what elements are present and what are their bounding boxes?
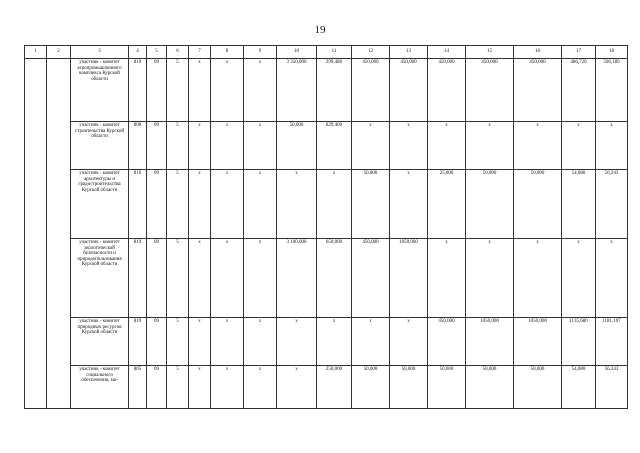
table-row [25, 239, 628, 318]
column-14-cell: x [428, 239, 466, 318]
column-header-14: 14 [428, 46, 466, 59]
column-header-11: 11 [317, 46, 352, 59]
column-13-cell: 1050,000 [390, 239, 428, 318]
page-number: 19 [314, 24, 326, 36]
column-12-cell: 50,000 [352, 366, 390, 409]
table-row [25, 318, 628, 366]
column-10-cell: 3 350,000 [277, 59, 317, 122]
column-10-cell: x [277, 170, 317, 239]
column-12-cell: x [352, 122, 390, 170]
column-5-cell: 09 [147, 59, 167, 122]
column-6-cell: 5 [167, 366, 189, 409]
column-8-cell: x [211, 122, 244, 170]
column-8-cell: x [211, 239, 244, 318]
participant-cell: участник - комитет архитектуры и градостроительства Курской области [71, 170, 129, 239]
column-14-cell: 25,000 [428, 170, 466, 239]
column-6-cell: 5 [167, 59, 189, 122]
column-7-cell: x [189, 122, 211, 170]
column-11-cell: 250,000 [317, 366, 352, 409]
budget-table [24, 45, 628, 409]
column-18-cell: x [596, 239, 628, 318]
column-6-cell: 5 [167, 239, 189, 318]
column-12-cell: x [352, 318, 390, 366]
column-10-cell: x [277, 366, 317, 409]
column-5-cell: 09 [147, 318, 167, 366]
column-12-cell: 50,000 [352, 170, 390, 239]
column-17-cell: 1135,680 [562, 318, 596, 366]
column-10-cell: x [277, 318, 317, 366]
column-4-cell: 808 [129, 122, 147, 170]
column-header-5: 5 [147, 46, 167, 59]
column-11-cell: 299,486 [317, 59, 352, 122]
column-13-cell: 450,000 [390, 59, 428, 122]
column-7-cell: x [189, 366, 211, 409]
column-header-15: 15 [466, 46, 514, 59]
column-header-8: 8 [211, 46, 244, 59]
column-4-cell: 805 [129, 366, 147, 409]
column-15-cell: 50,000 [466, 366, 514, 409]
table-row [25, 366, 628, 409]
column-9-cell: x [244, 122, 277, 170]
column-16-cell: x [514, 122, 562, 170]
column-header-4: 4 [129, 46, 147, 59]
column-header-16: 16 [514, 46, 562, 59]
column-header-3: 3 [71, 46, 129, 59]
column-header-6: 6 [167, 46, 189, 59]
column-16-cell: 1050,000 [514, 318, 562, 366]
column-8-cell: x [211, 170, 244, 239]
column-11-cell: 829,400 [317, 122, 352, 170]
column-4-cell: 819 [129, 239, 147, 318]
column-header-1: 1 [25, 46, 47, 59]
column-9-cell: x [244, 170, 277, 239]
column-15-cell: x [466, 122, 514, 170]
column-14-cell: x [428, 122, 466, 170]
column-8-cell: x [211, 366, 244, 409]
column-15-cell: x [466, 239, 514, 318]
column-15-cell: 450,000 [466, 59, 514, 122]
column-18-cell: 56,243 [596, 366, 628, 409]
column-header-2: 2 [47, 46, 71, 59]
table-row [25, 122, 628, 170]
column-13-cell: 50,000 [390, 366, 428, 409]
column-6-cell: 5 [167, 318, 189, 366]
column-16-cell: 50,000 [514, 170, 562, 239]
column-5-cell: 09 [147, 239, 167, 318]
participant-cell: участник - комитет агропромышленного комплекса Курской области [71, 59, 129, 122]
column-header-7: 7 [189, 46, 211, 59]
column-14-cell: 450,000 [428, 318, 466, 366]
column-header-9: 9 [244, 46, 277, 59]
column-16-cell: 50,000 [514, 366, 562, 409]
column-8-cell: x [211, 318, 244, 366]
column-17-cell: x [562, 122, 596, 170]
column-5-cell: 09 [147, 366, 167, 409]
column-18-cell: 506,189 [596, 59, 628, 122]
column-15-cell: 1050,000 [466, 318, 514, 366]
column-11-cell: x [317, 170, 352, 239]
column-5-cell: 09 [147, 122, 167, 170]
participant-cell: участник - комитет социального обеспечения, ма- [71, 366, 129, 409]
column-header-10: 10 [277, 46, 317, 59]
column-11-cell: x [317, 318, 352, 366]
column-15-cell: 50,000 [466, 170, 514, 239]
column-4-cell: 816 [129, 170, 147, 239]
column-7-cell: x [189, 239, 211, 318]
column-9-cell: x [244, 366, 277, 409]
column-17-cell: 486,720 [562, 59, 596, 122]
column-6-cell: 5 [167, 170, 189, 239]
column-9-cell: x [244, 239, 277, 318]
column-12-cell: 450,000 [352, 59, 390, 122]
column-10-cell: 3 100,000 [277, 239, 317, 318]
column-8-cell: x [211, 59, 244, 122]
column-4-cell: 819 [129, 318, 147, 366]
column-17-cell: x [562, 239, 596, 318]
column-14-cell: 50,000 [428, 366, 466, 409]
column-header-12: 12 [352, 46, 390, 59]
column-1-cell [25, 59, 47, 409]
column-13-cell: x [390, 122, 428, 170]
column-header-13: 13 [390, 46, 428, 59]
column-6-cell: 5 [167, 122, 189, 170]
column-4-cell: 810 [129, 59, 147, 122]
column-7-cell: x [189, 59, 211, 122]
column-13-cell: x [390, 318, 428, 366]
column-12-cell: 450,000 [352, 239, 390, 318]
participant-cell: участник - комитет строительства Курской области [71, 122, 129, 170]
table-body [25, 59, 628, 409]
column-2-cell [47, 59, 71, 409]
column-16-cell: 450,000 [514, 59, 562, 122]
column-10-cell: 50,000 [277, 122, 317, 170]
column-header-17: 17 [562, 46, 596, 59]
column-18-cell: 1181,107 [596, 318, 628, 366]
column-16-cell: x [514, 239, 562, 318]
column-9-cell: x [244, 318, 277, 366]
table-row [25, 59, 628, 122]
header-row [25, 46, 628, 59]
column-17-cell: 54,080 [562, 366, 596, 409]
column-7-cell: x [189, 318, 211, 366]
column-7-cell: x [189, 170, 211, 239]
column-11-cell: 650,000 [317, 239, 352, 318]
column-9-cell: x [244, 59, 277, 122]
participant-cell: участник - комитет природных ресурсов Курской области [71, 318, 129, 366]
column-header-18: 18 [596, 46, 628, 59]
column-18-cell: 56,243 [596, 170, 628, 239]
participant-cell: участник - комитет экологической безопасности и природопользования Курской области [71, 239, 129, 318]
column-18-cell: x [596, 122, 628, 170]
column-14-cell: 450,000 [428, 59, 466, 122]
table-row [25, 170, 628, 239]
column-5-cell: 09 [147, 170, 167, 239]
column-13-cell: x [390, 170, 428, 239]
column-17-cell: 54,080 [562, 170, 596, 239]
